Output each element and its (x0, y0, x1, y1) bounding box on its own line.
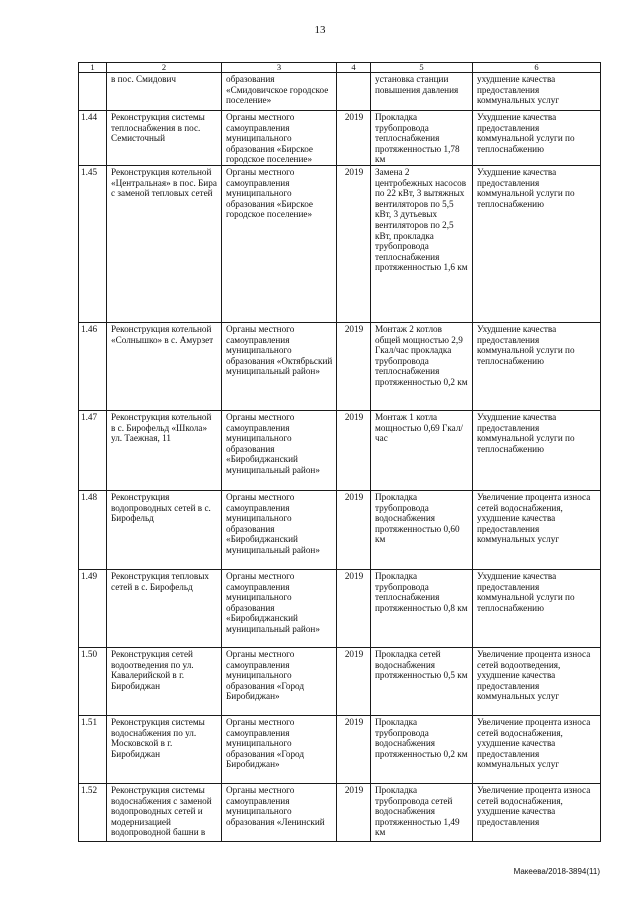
object-name: Реконструкция котельной «Центральная» в пос. Бира с заменой тепловых сетей (107, 165, 222, 322)
works-description: установка станции повышения давления (371, 73, 473, 111)
year (337, 73, 371, 111)
works-description: Прокладка трубопровода сетей водоснабжения протяженностью 1,49 км (371, 783, 473, 841)
table-row (79, 490, 601, 569)
object-name: Реконструкция сетей водоотведения по ул. Кавалерийской в г. Биробиджан (107, 647, 222, 715)
effect-description: Ухудшение качества предоставления коммунальной услуги по теплоснабжению (473, 410, 601, 490)
responsible-body: Органы местного самоуправления муниципального образования «Биробиджанский муниципальный район» (222, 490, 337, 569)
column-header: 4 (337, 63, 371, 73)
responsible-body: Органы местного самоуправления муниципального образования «Бирское городское поселение» (222, 165, 337, 322)
year: 2019 (337, 647, 371, 715)
column-header: 6 (473, 63, 601, 73)
works-description: Замена 2 центробежных насосов по 22 кВт, 3 вытяжных вентиляторов по 5,5 кВт, 3 дутьевых вентиляторов по 2,5 кВт, прокладка трубопровода теплоснабжения протяженностью 1,6 км (371, 165, 473, 322)
row-number: 1.48 (79, 490, 107, 569)
works-description: Прокладка трубопровода водоснабжения протяженностью 0,60 км (371, 490, 473, 569)
effect-description: Ухудшение качества предоставления коммунальной услуги по теплоснабжению (473, 111, 601, 166)
year: 2019 (337, 165, 371, 322)
responsible-body: Органы местного самоуправления муниципального образования «Город Биробиджан» (222, 647, 337, 715)
object-name: Реконструкция котельной «Солнышко» в с. Амурзет (107, 322, 222, 410)
works-description: Монтаж 1 котла мощностью 0,69 Гкал/час (371, 410, 473, 490)
table-header-row (79, 63, 601, 73)
effect-description: Увеличение процента износа сетей водоотведения, ухудшение качества предоставления коммунальных услуг (473, 647, 601, 715)
responsible-body: Органы местного самоуправления муниципального образования «Биробиджанский муниципальный район» (222, 569, 337, 647)
works-description: Прокладка сетей водоснабжения протяженностью 0,5 км (371, 647, 473, 715)
document-code: Макеева/2018-3894(11) (513, 867, 600, 876)
effect-description: Увеличение процента износа сетей водоснабжения, ухудшение качества предоставления (473, 783, 601, 841)
works-description: Прокладка трубопровода теплоснабжения протяженностью 1,78 км (371, 111, 473, 166)
row-number: 1.44 (79, 111, 107, 166)
object-name: Реконструкция системы водоснабжения по ул. Московской в г. Биробиджан (107, 715, 222, 783)
year: 2019 (337, 322, 371, 410)
effect-description: Ухудшение качества предоставления коммунальной услуги по теплоснабжению (473, 322, 601, 410)
responsible-body: Органы местного самоуправления муниципального образования «Город Биробиджан» (222, 715, 337, 783)
year: 2019 (337, 783, 371, 841)
object-name: в пос. Смидович (107, 73, 222, 111)
responsible-body: образования «Смидовичское городское поселение» (222, 73, 337, 111)
year: 2019 (337, 111, 371, 166)
year: 2019 (337, 715, 371, 783)
responsible-body: Органы местного самоуправления муниципального образования «Ленинский (222, 783, 337, 841)
table-row (79, 322, 601, 410)
column-header: 2 (107, 63, 222, 73)
effect-description: Ухудшение качества предоставления коммунальной услуги по теплоснабжению (473, 165, 601, 322)
table-row (79, 783, 601, 841)
table-row (79, 569, 601, 647)
object-name: Реконструкция системы теплоснабжения в пос. Семисточный (107, 111, 222, 166)
row-number (79, 73, 107, 111)
responsible-body: Органы местного самоуправления муниципального образования «Биробиджанский муниципальный район» (222, 410, 337, 490)
table-row (79, 410, 601, 490)
table-row (79, 165, 601, 322)
object-name: Реконструкция котельной в с. Бирофельд «Школа» ул. Таежная, 11 (107, 410, 222, 490)
year: 2019 (337, 569, 371, 647)
object-name: Реконструкция системы водоснабжения с заменой водопроводных сетей и модернизацией водопроводной башни в (107, 783, 222, 841)
works-description: Монтаж 2 котлов общей мощностью 2,9 Гкал/час прокладка трубопровода теплоснабжения протяженностью 0,2 км (371, 322, 473, 410)
responsible-body: Органы местного самоуправления муниципального образования «Октябрьский муниципальный район» (222, 322, 337, 410)
column-header: 1 (79, 63, 107, 73)
table-row (79, 111, 601, 166)
year: 2019 (337, 410, 371, 490)
table-row (79, 647, 601, 715)
column-header: 5 (371, 63, 473, 73)
object-name: Реконструкция тепловых сетей в с. Бирофельд (107, 569, 222, 647)
effect-description: Увеличение процента износа сетей водоснабжения, ухудшение качества предоставления коммунальных услуг (473, 490, 601, 569)
row-number: 1.46 (79, 322, 107, 410)
effect-description: Увеличение процента износа сетей водоснабжения, ухудшение качества предоставления коммунальных услуг (473, 715, 601, 783)
object-name: Реконструкция водопроводных сетей в с. Бирофельд (107, 490, 222, 569)
table-row (79, 715, 601, 783)
row-number: 1.45 (79, 165, 107, 322)
works-description: Прокладка трубопровода теплоснабжения протяженностью 0,8 км (371, 569, 473, 647)
page-number: 13 (314, 24, 326, 36)
row-number: 1.50 (79, 647, 107, 715)
effect-description: Ухудшение качества предоставления коммунальной услуги по теплоснабжению (473, 569, 601, 647)
row-number: 1.52 (79, 783, 107, 841)
row-number: 1.47 (79, 410, 107, 490)
effect-description: ухудшение качества предоставления коммунальных услуг (473, 73, 601, 111)
column-header: 3 (222, 63, 337, 73)
works-description: Прокладка трубопровода водоснабжения протяженностью 0,2 км (371, 715, 473, 783)
responsible-body: Органы местного самоуправления муниципального образования «Бирское городское поселение» (222, 111, 337, 166)
table-row (79, 73, 601, 111)
registry-table (78, 62, 601, 842)
year: 2019 (337, 490, 371, 569)
row-number: 1.49 (79, 569, 107, 647)
row-number: 1.51 (79, 715, 107, 783)
